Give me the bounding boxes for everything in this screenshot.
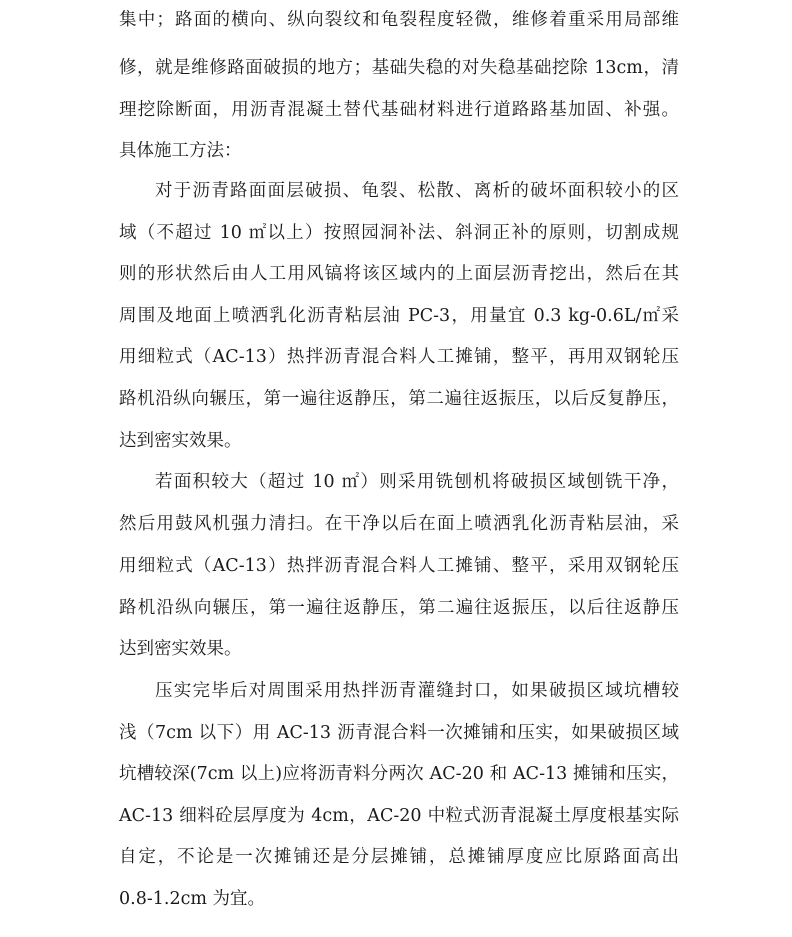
text-line: 集中；路面的横向、纵向裂纹和龟裂程度轻微，维修着重采用局部维 (119, 10, 679, 30)
text-line: 理挖除断面，用沥青混凝土替代基础材料进行道路路基加固、补强。 (119, 100, 679, 120)
text-line: 具体施工方法： (119, 141, 242, 161)
text-line: 浅（7cm 以下）用 AC-13 沥青混合料一次摊铺和压实，如果破损区域 (119, 723, 679, 743)
text-line: 对于沥青路面面层破损、龟裂、松散、离析的破坏面积较小的区 (155, 181, 679, 201)
text-line: 达到密实效果。 (119, 639, 242, 659)
text-line: 达到密实效果。 (119, 431, 242, 451)
text-line: 则的形状然后由人工用风镐将该区域内的上面层沥青挖出，然后在其 (119, 264, 679, 284)
text-line: 用细粒式（AC-13）热拌沥青混合料人工摊铺、整平，采用双钢轮压 (119, 556, 679, 576)
text-line: 若面积较大（超过 10 ㎡）则采用铣刨机将破损区域刨铣干净， (155, 472, 679, 492)
text-line: 坑槽较深(7cm 以上)应将沥青料分两次 AC-20 和 AC-13 摊铺和压实， (119, 764, 679, 784)
text-line: 0.8-1.2cm 为宜。 (119, 889, 266, 909)
text-line: 用细粒式（AC-13）热拌沥青混合料人工摊铺，整平，再用双钢轮压 (119, 347, 679, 367)
text-line: 路机沿纵向辗压，第一遍往返静压，第二遍往返振压，以后往返静压 (119, 598, 679, 618)
text-line: 自定，不论是一次摊铺还是分层摊铺，总摊铺厚度应比原路面高出 (119, 847, 679, 867)
text-line: 路机沿纵向辗压，第一遍往返静压，第二遍往返振压，以后反复静压， (119, 389, 679, 409)
text-line: 压实完毕后对周围采用热拌沥青灌缝封口，如果破损区域坑槽较 (155, 681, 679, 701)
text-line: 域（不超过 10 ㎡以上）按照园洞补法、斜洞正补的原则，切割成规 (119, 223, 679, 243)
text-line: 然后用鼓风机强力清扫。在干净以后在面上喷洒乳化沥青粘层油，采 (119, 514, 679, 534)
text-line: AC-13 细料砼层厚度为 4cm，AC-20 中粒式沥青混凝土厚度根基实际 (119, 806, 679, 826)
text-line: 周围及地面上喷洒乳化沥青粘层油 PC-3，用量宜 0.3 kg-0.6L/㎡采 (119, 306, 679, 326)
text-line: 修，就是维修路面破损的地方；基础失稳的对失稳基础挖除 13cm，清 (119, 58, 679, 78)
